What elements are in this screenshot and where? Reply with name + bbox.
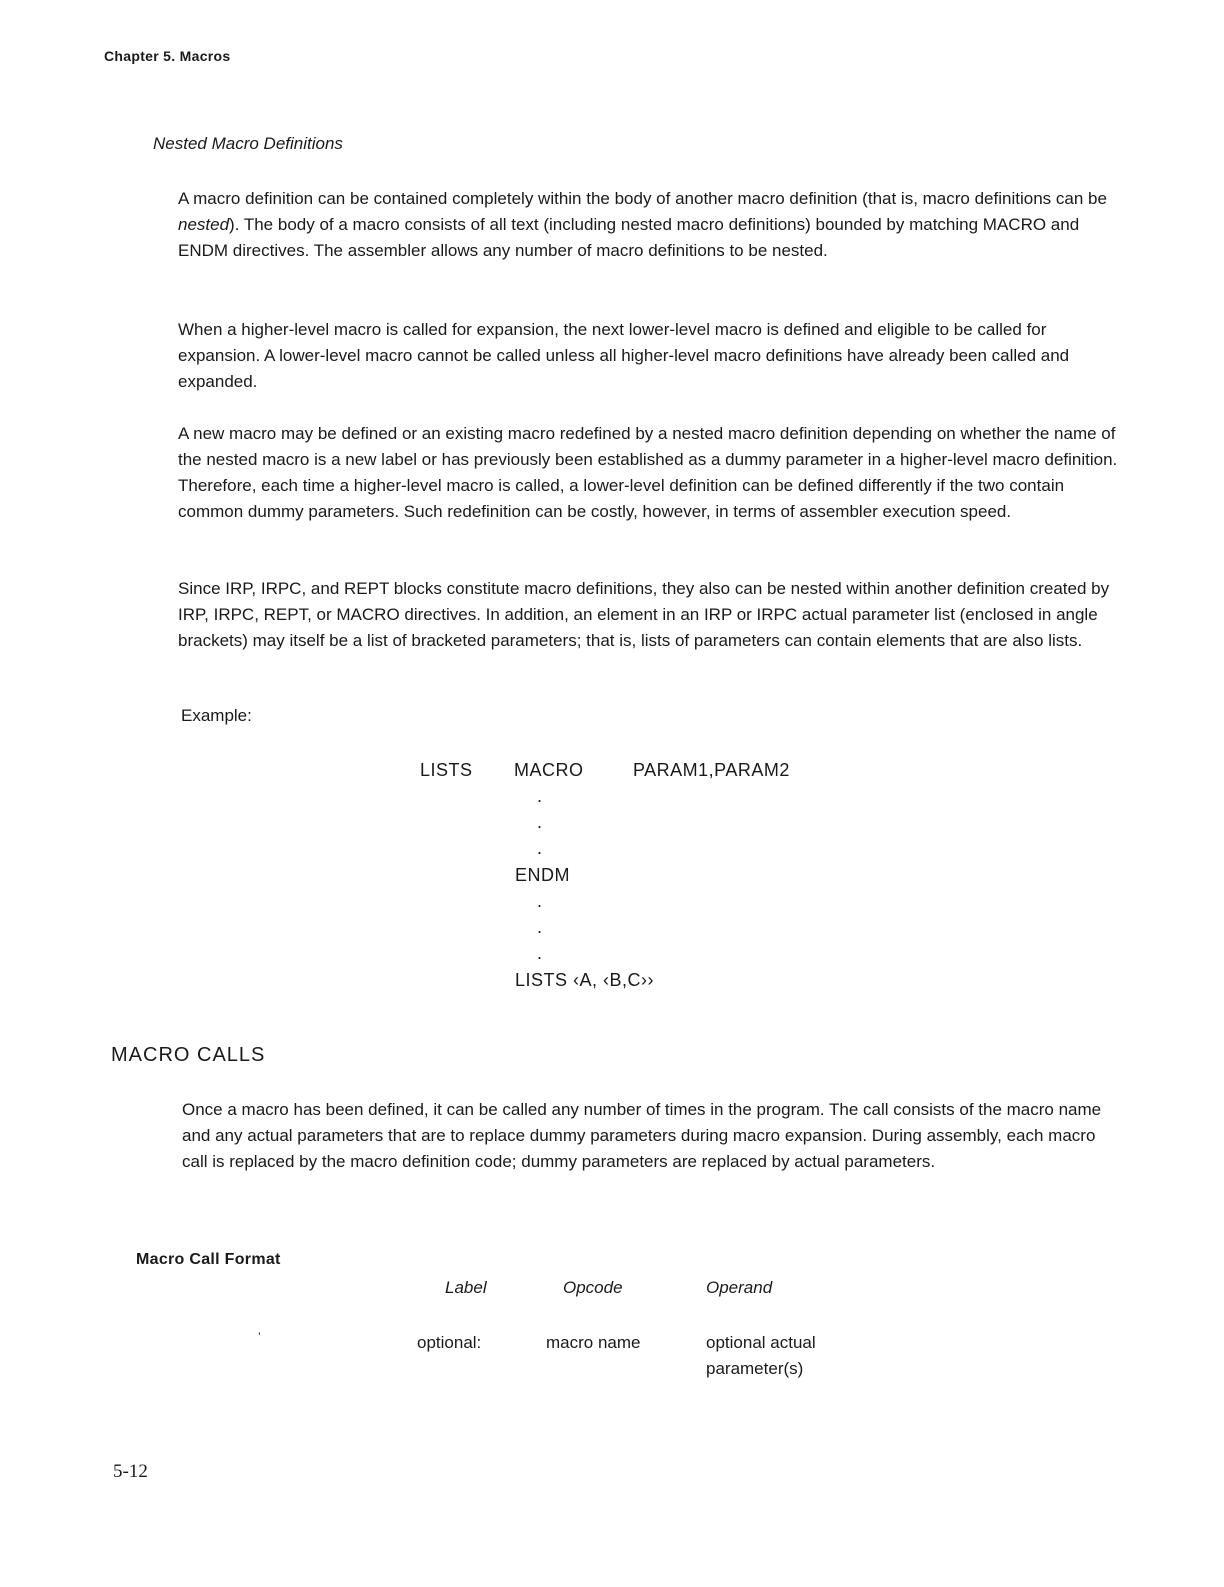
code-ellipsis-dot: . [537, 786, 543, 806]
stray-mark: ’ [258, 1330, 261, 1344]
column-header-label: Label [445, 1278, 487, 1297]
code-params: PARAM1,PARAM2 [633, 760, 790, 780]
paragraph-nested-1-part-b: ). The body of a macro consists of all text (including nested macro definitions) bounded by matching MACRO and ENDM directives. The assembler allows any number of macro definitions to be nested. [178, 215, 1080, 260]
emphasis-nested: nested [178, 215, 230, 234]
paragraph-nested-2: When a higher-level macro is called for expansion, the next lower-level macro is defined and eligible to be called for expansion. A lower-level macro cannot be called unless all higher-level macro definitions have already been called and expanded. [178, 320, 1070, 391]
paragraph-nested-1-part-a: A macro definition can be contained completely within the body of another macro definition (that is, macro definitions can be [178, 189, 1107, 208]
code-label: LISTS [420, 760, 473, 780]
format-cell-opcode: macro name [546, 1333, 641, 1352]
code-macro-call: LISTS ‹A, ‹B,C›› [515, 970, 655, 990]
section-subheading-nested: Nested Macro Definitions [153, 134, 343, 153]
format-cell-operand: optional actual parameter(s) [706, 1333, 816, 1378]
format-heading: Macro Call Format [136, 1251, 281, 1268]
code-ellipsis-dot: . [537, 838, 543, 858]
paragraph-nested-3: A new macro may be defined or an existing macro redefined by a nested macro definition depending on whether the name of the nested macro is a new label or has previously been established as a dummy parameter in a higher-level macro definition. Therefore, each time a higher-level macro is called, a lower-level definition can be defined differently if the two contain common dummy parameters. Such redefinition can be costly, however, in terms of assembler execution speed. [178, 424, 1118, 521]
section-heading-macro-calls: MACRO CALLS [111, 1044, 266, 1066]
code-ellipsis-dot: . [537, 812, 543, 832]
paragraph-nested-4: Since IRP, IRPC, and REPT blocks constitute macro definitions, they also can be nested within another definition created by IRP, IRPC, REPT, or MACRO directives. In addition, an element in an IRP or IRPC actual parameter list (enclosed in angle brackets) may itself be a list of bracketed parameters; that is, lists of parameters can contain elements that are also lists. [178, 579, 1110, 650]
code-ellipsis-dot: . [537, 917, 543, 937]
running-head: Chapter 5. Macros [104, 48, 231, 64]
code-end-directive: ENDM [515, 865, 570, 885]
paragraph-macro-calls: Once a macro has been defined, it can be called any number of times in the program. The call consists of the macro name and any actual parameters that are to replace dummy parameters during macro expansion. During assembly, each macro call is replaced by the macro definition code; dummy parameters are replaced by actual parameters. [182, 1100, 1102, 1171]
format-cell-label: optional: [417, 1333, 482, 1352]
code-directive: MACRO [514, 760, 584, 780]
example-label: Example: [181, 706, 252, 725]
column-header-operand: Operand [706, 1278, 773, 1297]
column-header-opcode: Opcode [563, 1278, 623, 1297]
page-number: 5-12 [113, 1461, 148, 1482]
paragraph-nested-1 [178, 186, 1128, 264]
code-ellipsis-dot: . [537, 891, 543, 911]
code-ellipsis-dot: . [537, 943, 543, 963]
